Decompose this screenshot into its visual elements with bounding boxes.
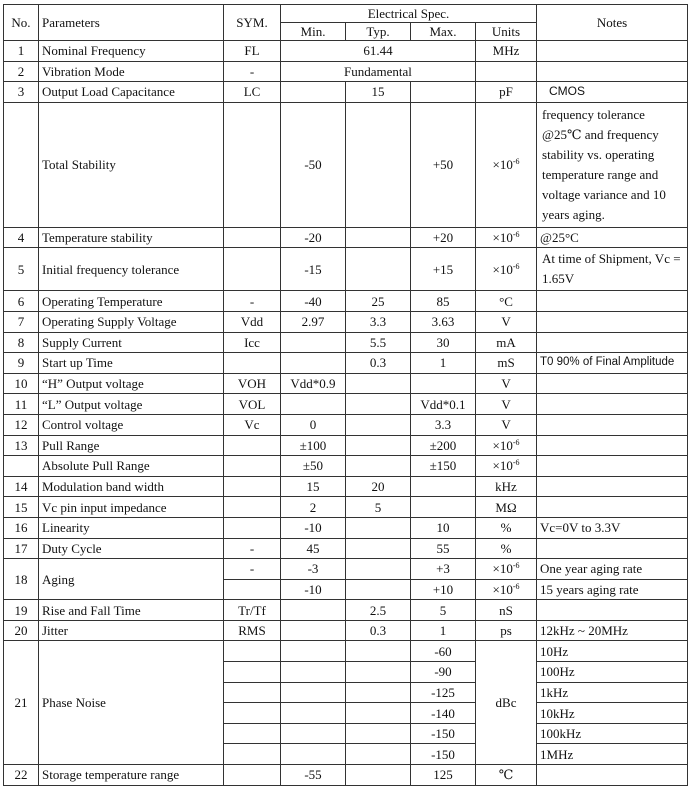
parameter-cell: “H” Output voltage	[39, 373, 224, 394]
symbol-cell	[224, 765, 281, 786]
units-cell	[476, 456, 537, 477]
max-cell: 10	[411, 517, 476, 538]
notes-cell	[537, 373, 688, 394]
symbol-cell	[224, 703, 281, 724]
max-cell: +15	[411, 248, 476, 291]
typ-cell	[346, 394, 411, 415]
units-cell: ps	[476, 620, 537, 641]
notes-cell: 100kHz	[537, 723, 688, 744]
typ-cell	[346, 662, 411, 683]
notes-cell	[537, 41, 688, 62]
notes-cell: One year aging rate	[537, 559, 688, 580]
notes-cell: @25°C	[537, 227, 688, 248]
units-cell: nS	[476, 600, 537, 621]
units-cell	[476, 559, 537, 580]
table-row	[4, 620, 688, 641]
symbol-cell: -	[224, 559, 281, 580]
row-number: 14	[4, 476, 39, 497]
parameter-cell: Supply Current	[39, 332, 224, 353]
min-cell	[281, 394, 346, 415]
typ-cell: 15	[346, 82, 411, 103]
max-cell	[411, 476, 476, 497]
table-row	[4, 373, 688, 394]
max-cell: 125	[411, 765, 476, 786]
symbol-cell	[224, 353, 281, 374]
min-cell	[281, 332, 346, 353]
parameter-cell: Temperature stability	[39, 227, 224, 248]
typ-cell	[346, 559, 411, 580]
row-number: 11	[4, 394, 39, 415]
symbol-cell	[224, 744, 281, 765]
max-cell: -60	[411, 641, 476, 662]
min-cell: -10	[281, 579, 346, 600]
ppm-exponent: -6	[512, 230, 520, 240]
parameter-cell: Total Stability	[39, 102, 224, 227]
parameter-cell: “L” Output voltage	[39, 394, 224, 415]
col-no-header: No.	[4, 5, 39, 41]
ppm-unit: ×10	[492, 157, 513, 173]
table-row	[4, 291, 688, 312]
table-row	[4, 227, 688, 248]
notes-cell: 15 years aging rate	[537, 579, 688, 600]
max-cell	[411, 82, 476, 103]
symbol-cell: VOL	[224, 394, 281, 415]
units-cell	[476, 435, 537, 456]
table-row	[4, 517, 688, 538]
notes-cell: 10Hz	[537, 641, 688, 662]
col-min-header: Min.	[281, 23, 346, 41]
col-notes-header: Notes	[537, 5, 688, 41]
row-number: 5	[4, 248, 39, 291]
row-number: 16	[4, 517, 39, 538]
table-row	[4, 414, 688, 435]
notes-cell	[537, 456, 688, 477]
symbol-cell: Icc	[224, 332, 281, 353]
typ-cell: 5.5	[346, 332, 411, 353]
row-number: 19	[4, 600, 39, 621]
electrical-spec-header: Electrical Spec.	[281, 5, 537, 23]
notes-cell: Vc=0V to 3.3V	[537, 517, 688, 538]
units-cell: dBc	[476, 641, 537, 765]
symbol-cell: Tr/Tf	[224, 600, 281, 621]
parameter-cell: Modulation band width	[39, 476, 224, 497]
notes-cell	[537, 497, 688, 518]
symbol-cell	[224, 682, 281, 703]
min-cell	[281, 641, 346, 662]
min-cell	[281, 353, 346, 374]
row-number: 2	[4, 61, 39, 82]
table-row	[4, 497, 688, 518]
value-span-cell: 61.44	[281, 41, 476, 62]
notes-cell: 1kHz	[537, 682, 688, 703]
typ-cell	[346, 435, 411, 456]
typ-cell: 0.3	[346, 353, 411, 374]
parameter-cell: Absolute Pull Range	[39, 456, 224, 477]
min-cell: -15	[281, 248, 346, 291]
ppm-unit: ×10	[492, 261, 513, 277]
max-cell: 1	[411, 620, 476, 641]
symbol-cell	[224, 456, 281, 477]
row-number: 4	[4, 227, 39, 248]
symbol-cell	[224, 227, 281, 248]
max-cell: +3	[411, 559, 476, 580]
max-cell: 3.3	[411, 414, 476, 435]
table-row	[4, 248, 688, 291]
max-cell: -150	[411, 723, 476, 744]
min-cell: -50	[281, 102, 346, 227]
table-row	[4, 82, 688, 103]
max-cell: +20	[411, 227, 476, 248]
max-cell: +10	[411, 579, 476, 600]
units-cell: V	[476, 311, 537, 332]
notes-cell: T0 90% of Final Amplitude	[537, 353, 688, 374]
units-cell: kHz	[476, 476, 537, 497]
typ-cell: 5	[346, 497, 411, 518]
table-row	[4, 641, 688, 662]
typ-cell	[346, 682, 411, 703]
units-cell	[476, 227, 537, 248]
symbol-cell: RMS	[224, 620, 281, 641]
row-number: 13	[4, 435, 39, 456]
notes-cell: CMOS	[537, 82, 688, 103]
symbol-cell	[224, 662, 281, 683]
symbol-cell: -	[224, 538, 281, 559]
col-max-header: Max.	[411, 23, 476, 41]
max-cell: -150	[411, 744, 476, 765]
parameter-cell: Operating Supply Voltage	[39, 311, 224, 332]
symbol-cell: -	[224, 61, 281, 82]
min-cell	[281, 662, 346, 683]
table-row	[4, 394, 688, 415]
ppm-unit: ×10	[492, 458, 513, 474]
max-cell: -140	[411, 703, 476, 724]
typ-cell	[346, 227, 411, 248]
min-cell	[281, 600, 346, 621]
notes-cell	[537, 765, 688, 786]
symbol-cell	[224, 248, 281, 291]
value-span-cell: Fundamental	[281, 61, 476, 82]
row-number	[4, 456, 39, 477]
col-parameters-header: Parameters	[39, 5, 224, 41]
row-number	[4, 102, 39, 227]
typ-cell	[346, 641, 411, 662]
max-cell: 55	[411, 538, 476, 559]
max-cell	[411, 373, 476, 394]
notes-cell: At time of Shipment, Vc = 1.65V	[537, 248, 688, 291]
parameter-cell: Phase Noise	[39, 641, 224, 765]
parameter-cell: Pull Range	[39, 435, 224, 456]
typ-cell: 25	[346, 291, 411, 312]
ppm-unit: ×10	[492, 581, 513, 597]
col-sym-header: SYM.	[224, 5, 281, 41]
symbol-cell	[224, 476, 281, 497]
typ-cell: 20	[346, 476, 411, 497]
parameter-cell: Nominal Frequency	[39, 41, 224, 62]
symbol-cell	[224, 435, 281, 456]
row-number: 21	[4, 641, 39, 765]
parameter-cell: Storage temperature range	[39, 765, 224, 786]
min-cell: -40	[281, 291, 346, 312]
row-number: 20	[4, 620, 39, 641]
table-row	[4, 102, 688, 227]
units-cell: mA	[476, 332, 537, 353]
min-cell: -3	[281, 559, 346, 580]
notes-cell	[537, 332, 688, 353]
units-cell: %	[476, 538, 537, 559]
ppm-exponent: -6	[512, 561, 520, 571]
symbol-cell	[224, 641, 281, 662]
parameter-cell: Jitter	[39, 620, 224, 641]
min-cell: 15	[281, 476, 346, 497]
row-number: 8	[4, 332, 39, 353]
notes-cell: frequency tolerance @25℃ and frequency stability vs. operating temperature range and voltage variance and 10 years aging.	[537, 102, 688, 227]
notes-cell	[537, 435, 688, 456]
typ-cell	[346, 414, 411, 435]
table-row	[4, 765, 688, 786]
typ-cell: 2.5	[346, 600, 411, 621]
max-cell: 1	[411, 353, 476, 374]
row-number: 17	[4, 538, 39, 559]
symbol-cell: LC	[224, 82, 281, 103]
min-cell: Vdd*0.9	[281, 373, 346, 394]
typ-cell	[346, 248, 411, 291]
notes-cell: 1MHz	[537, 744, 688, 765]
parameter-cell: Operating Temperature	[39, 291, 224, 312]
max-cell: 85	[411, 291, 476, 312]
table-row	[4, 456, 688, 477]
max-cell: ±200	[411, 435, 476, 456]
row-number: 18	[4, 559, 39, 600]
min-cell	[281, 682, 346, 703]
table-row	[4, 435, 688, 456]
units-cell: %	[476, 517, 537, 538]
max-cell: 5	[411, 600, 476, 621]
notes-cell: 12kHz ~ 20MHz	[537, 620, 688, 641]
symbol-cell	[224, 497, 281, 518]
row-number: 10	[4, 373, 39, 394]
min-cell: -20	[281, 227, 346, 248]
units-cell	[476, 579, 537, 600]
ppm-unit: ×10	[492, 561, 513, 577]
row-number: 15	[4, 497, 39, 518]
units-cell: V	[476, 373, 537, 394]
ppm-exponent: -6	[512, 261, 520, 271]
parameter-cell: Vc pin input impedance	[39, 497, 224, 518]
symbol-cell	[224, 102, 281, 227]
col-units-header: Units	[476, 23, 537, 41]
ppm-exponent: -6	[512, 157, 520, 167]
typ-cell	[346, 744, 411, 765]
typ-cell	[346, 456, 411, 477]
typ-cell	[346, 579, 411, 600]
min-cell: ±50	[281, 456, 346, 477]
col-typ-header: Typ.	[346, 23, 411, 41]
units-cell: ℃	[476, 765, 537, 786]
typ-cell	[346, 538, 411, 559]
min-cell	[281, 723, 346, 744]
units-cell: V	[476, 394, 537, 415]
parameter-cell: Aging	[39, 559, 224, 600]
table-row	[4, 311, 688, 332]
notes-cell	[537, 311, 688, 332]
notes-cell	[537, 291, 688, 312]
symbol-cell	[224, 517, 281, 538]
table-row	[4, 61, 688, 82]
typ-cell	[346, 517, 411, 538]
units-cell: MΩ	[476, 497, 537, 518]
symbol-cell	[224, 579, 281, 600]
table-row	[4, 476, 688, 497]
min-cell: ±100	[281, 435, 346, 456]
symbol-cell: Vdd	[224, 311, 281, 332]
row-number: 9	[4, 353, 39, 374]
symbol-cell: FL	[224, 41, 281, 62]
notes-cell	[537, 414, 688, 435]
max-cell	[411, 497, 476, 518]
header-row	[4, 5, 688, 23]
ppm-exponent: -6	[512, 458, 520, 468]
min-cell: -55	[281, 765, 346, 786]
min-cell	[281, 744, 346, 765]
parameter-cell: Control voltage	[39, 414, 224, 435]
table-row	[4, 559, 688, 580]
min-cell: -10	[281, 517, 346, 538]
typ-cell: 3.3	[346, 311, 411, 332]
notes-cell	[537, 394, 688, 415]
max-cell: Vdd*0.1	[411, 394, 476, 415]
units-cell: V	[476, 414, 537, 435]
parameter-cell: Output Load Capacitance	[39, 82, 224, 103]
notes-cell	[537, 538, 688, 559]
table-row	[4, 600, 688, 621]
typ-cell	[346, 723, 411, 744]
table-row	[4, 538, 688, 559]
parameter-cell: Start up Time	[39, 353, 224, 374]
units-cell: °C	[476, 291, 537, 312]
parameter-cell: Linearity	[39, 517, 224, 538]
ppm-exponent: -6	[512, 581, 520, 591]
symbol-cell: VOH	[224, 373, 281, 394]
ppm-unit: ×10	[492, 230, 513, 246]
parameter-cell: Vibration Mode	[39, 61, 224, 82]
notes-cell	[537, 600, 688, 621]
max-cell: 30	[411, 332, 476, 353]
units-cell	[476, 102, 537, 227]
row-number: 3	[4, 82, 39, 103]
notes-cell: 100Hz	[537, 662, 688, 683]
units-cell: MHz	[476, 41, 537, 62]
row-number: 6	[4, 291, 39, 312]
row-number: 1	[4, 41, 39, 62]
typ-cell: 0.3	[346, 620, 411, 641]
max-cell: +50	[411, 102, 476, 227]
units-cell	[476, 248, 537, 291]
ppm-exponent: -6	[512, 437, 520, 447]
typ-cell	[346, 703, 411, 724]
parameter-cell: Duty Cycle	[39, 538, 224, 559]
symbol-cell: -	[224, 291, 281, 312]
min-cell	[281, 82, 346, 103]
typ-cell	[346, 102, 411, 227]
min-cell: 45	[281, 538, 346, 559]
typ-cell	[346, 765, 411, 786]
parameter-cell: Rise and Fall Time	[39, 600, 224, 621]
ppm-unit: ×10	[492, 437, 513, 453]
row-number: 12	[4, 414, 39, 435]
table-row	[4, 353, 688, 374]
symbol-cell	[224, 723, 281, 744]
max-cell: -125	[411, 682, 476, 703]
symbol-cell: Vc	[224, 414, 281, 435]
parameter-cell: Initial frequency tolerance	[39, 248, 224, 291]
min-cell: 2	[281, 497, 346, 518]
units-cell: mS	[476, 353, 537, 374]
max-cell: 3.63	[411, 311, 476, 332]
min-cell: 0	[281, 414, 346, 435]
max-cell: -90	[411, 662, 476, 683]
max-cell: ±150	[411, 456, 476, 477]
notes-cell	[537, 61, 688, 82]
typ-cell	[346, 373, 411, 394]
units-cell	[476, 61, 537, 82]
min-cell	[281, 620, 346, 641]
notes-cell	[537, 476, 688, 497]
units-cell: pF	[476, 82, 537, 103]
min-cell	[281, 703, 346, 724]
notes-cell: 10kHz	[537, 703, 688, 724]
table-row	[4, 332, 688, 353]
row-number: 7	[4, 311, 39, 332]
row-number: 22	[4, 765, 39, 786]
min-cell: 2.97	[281, 311, 346, 332]
table-row	[4, 41, 688, 62]
spec-table	[3, 4, 688, 786]
